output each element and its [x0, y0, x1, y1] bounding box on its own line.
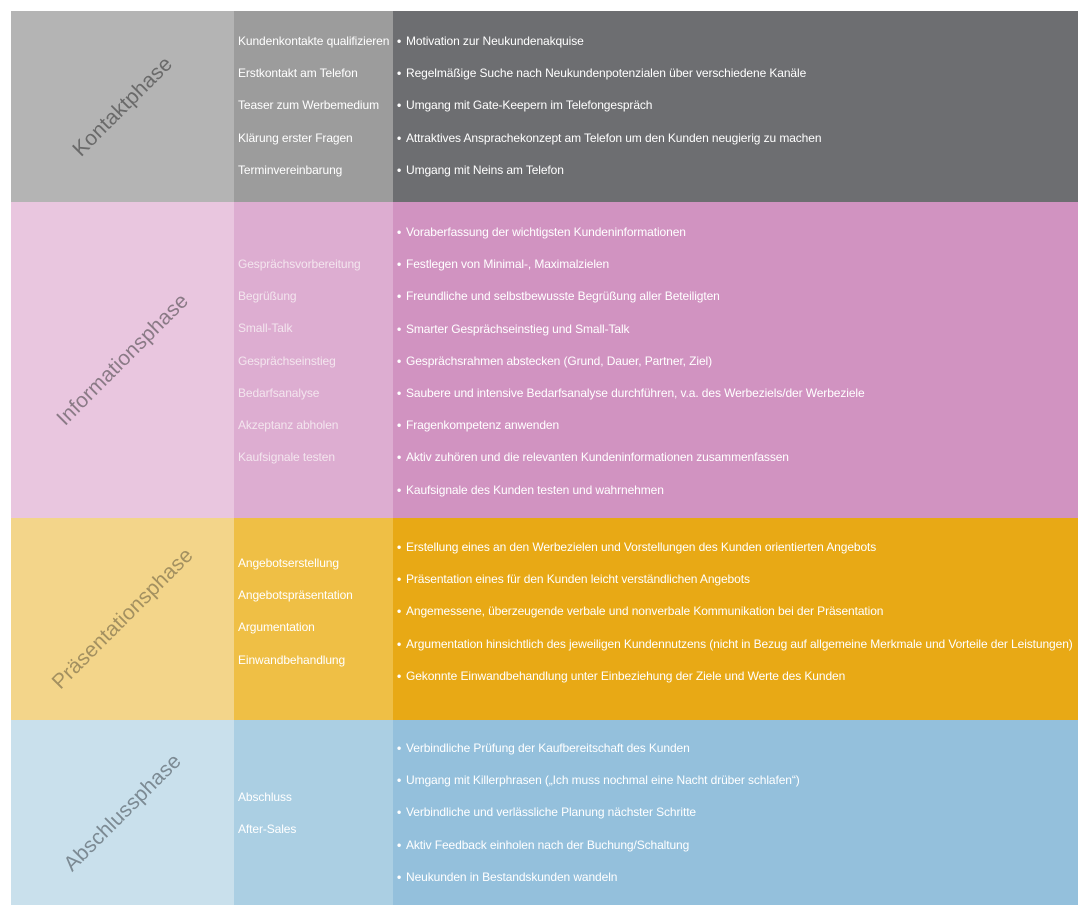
detail-item [397, 128, 1078, 160]
phase-name-cell [11, 202, 234, 518]
detail-text: Umgang mit Killerphrasen („Ich muss nochmal eine Nacht drüber schlafen“) [406, 773, 800, 788]
topic-item: Gesprächsvorbereitung [238, 257, 361, 271]
topic-item: Teaser zum Werbemedium [238, 98, 379, 113]
detail-text: Kaufsignale des Kunden testen und wahrnehmen [406, 482, 664, 497]
topic-item: Gesprächseinstieg [238, 353, 336, 368]
detail-text: Gekonnte Einwandbehandlung unter Einbeziehung der Ziele und Werte des Kunden [406, 668, 846, 683]
detail-item [397, 738, 1078, 770]
topics-cell [234, 11, 393, 202]
topics-cell [234, 202, 393, 518]
topic-list [238, 553, 393, 682]
detail-item [397, 537, 1078, 569]
topic-list [238, 31, 393, 192]
topic-item: Begrüßung [238, 289, 297, 304]
detail-item [397, 254, 1078, 286]
detail-text: Argumentation hinsichtlich des jeweiligen Kundennutzens (nicht in Bezug auf allgemeine Merkmale und Vorteile der Leistungen) [406, 636, 1073, 651]
detail-item [397, 569, 1078, 601]
detail-text: Attraktives Ansprachekonzept am Telefon um den Kunden neugierig zu machen [406, 130, 822, 145]
phase-row-presentation [11, 518, 1078, 720]
bullet-icon: • [397, 66, 402, 81]
detail-text: Aktiv zuhören und die relevanten Kundeninformationen zusammenfassen [406, 450, 789, 465]
bullet-icon: • [397, 805, 402, 820]
topic-list [238, 787, 393, 851]
detail-text: Saubere und intensive Bedarfsanalyse durchführen, v.a. des Werbeziels/der Werbeziele [406, 385, 865, 400]
detail-item [397, 222, 1078, 254]
bullet-icon: • [397, 162, 402, 177]
detail-text: Gesprächsrahmen abstecken (Grund, Dauer, Partner, Ziel) [406, 353, 712, 368]
detail-item [397, 802, 1078, 834]
detail-text: Neukunden in Bestandskunden wandeln [406, 869, 618, 884]
phase-name-cell [11, 518, 234, 720]
detail-text: Festlegen von Minimal-, Maximalzielen [406, 257, 610, 272]
detail-list [397, 738, 1078, 899]
detail-text: Präsentation eines für den Kunden leicht verständlichen Angebots [406, 572, 750, 587]
detail-item [397, 601, 1078, 633]
phase-row-information [11, 202, 1078, 518]
detail-item [397, 383, 1078, 415]
bullet-icon: • [397, 34, 402, 48]
topic-item: Abschluss [238, 790, 292, 804]
bullet-icon: • [397, 668, 402, 683]
detail-text: Voraberfassung der wichtigsten Kundeninformationen [406, 225, 686, 239]
detail-item [397, 63, 1078, 95]
detail-item [397, 634, 1078, 666]
detail-item [397, 319, 1078, 351]
phase-label: Informationsphase [51, 289, 193, 431]
detail-list [397, 537, 1078, 698]
topic-item: Akzeptanz abholen [238, 417, 339, 432]
detail-item [397, 286, 1078, 318]
topic-item: After-Sales [238, 822, 297, 837]
detail-item [397, 160, 1078, 192]
details-cell [393, 518, 1078, 720]
topic-item: Terminvereinbarung [238, 162, 343, 177]
bullet-icon: • [397, 869, 402, 884]
sales-phases-table [11, 11, 1078, 905]
topic-item: Erstkontakt am Telefon [238, 66, 358, 81]
phase-row-kontakt [11, 11, 1078, 202]
topic-item: Klärung erster Fragen [238, 130, 353, 145]
detail-list [397, 222, 1078, 512]
bullet-icon: • [397, 572, 402, 587]
detail-item [397, 867, 1078, 899]
topics-cell [234, 720, 393, 905]
bullet-icon: • [397, 98, 402, 113]
topic-item: Angebotserstellung [238, 556, 339, 570]
topic-item: Angebotspräsentation [238, 588, 353, 603]
detail-item [397, 835, 1078, 867]
detail-text: Smarter Gesprächseinstieg und Small-Talk [406, 321, 630, 336]
detail-item [397, 447, 1078, 479]
details-cell [393, 720, 1078, 905]
topic-item: Kundenkontakte qualifizieren [238, 34, 390, 48]
detail-text: Verbindliche Prüfung der Kaufbereitschaft des Kunden [406, 741, 690, 755]
bullet-icon: • [397, 418, 402, 433]
detail-text: Angemessene, überzeugende verbale und nonverbale Kommunikation bei der Präsentation [406, 604, 884, 619]
phase-row-closing [11, 720, 1078, 905]
detail-text: Regelmäßige Suche nach Neukundenpotenzialen über verschiedene Kanäle [406, 66, 807, 81]
bullet-icon: • [397, 540, 402, 554]
detail-text: Freundliche und selbstbewusste Begrüßung aller Beteiligten [406, 289, 720, 304]
detail-item [397, 31, 1078, 63]
topic-item: Kaufsignale testen [238, 450, 335, 465]
detail-item [397, 95, 1078, 127]
bullet-icon: • [397, 636, 402, 651]
bullet-icon: • [397, 289, 402, 304]
bullet-icon: • [397, 741, 402, 755]
phase-label: Präsentationsphase [47, 543, 198, 694]
topic-item: Einwandbehandlung [238, 652, 346, 667]
bullet-icon: • [397, 837, 402, 852]
detail-item [397, 480, 1078, 512]
detail-text: Fragenkompetenz anwenden [406, 418, 560, 433]
phase-label: Abschlussphase [58, 748, 186, 876]
detail-text: Verbindliche und verlässliche Planung nächster Schritte [406, 805, 697, 820]
topic-list [238, 254, 393, 479]
detail-text: Umgang mit Neins am Telefon [406, 162, 564, 177]
bullet-icon: • [397, 450, 402, 465]
phase-label: Kontaktphase [67, 51, 177, 161]
bullet-icon: • [397, 482, 402, 497]
topic-item: Bedarfsanalyse [238, 385, 320, 400]
detail-list [397, 31, 1078, 192]
bullet-icon: • [397, 385, 402, 400]
details-cell [393, 202, 1078, 518]
bullet-icon: • [397, 353, 402, 368]
detail-text: Motivation zur Neukundenakquise [406, 34, 584, 48]
bullet-icon: • [397, 773, 402, 788]
phase-name-cell [11, 11, 234, 202]
topic-item: Argumentation [238, 620, 315, 635]
bullet-icon: • [397, 257, 402, 272]
phase-name-cell [11, 720, 234, 905]
bullet-icon: • [397, 321, 402, 336]
bullet-icon: • [397, 604, 402, 619]
detail-text: Umgang mit Gate-Keepern im Telefongespräch [406, 98, 653, 113]
details-cell [393, 11, 1078, 202]
detail-item [397, 770, 1078, 802]
detail-item [397, 351, 1078, 383]
detail-text: Erstellung eines an den Werbezielen und Vorstellungen des Kunden orientierten Angebots [406, 540, 877, 554]
topic-item: Small-Talk [238, 321, 293, 336]
bullet-icon: • [397, 130, 402, 145]
detail-item [397, 415, 1078, 447]
bullet-icon: • [397, 225, 402, 239]
detail-text: Aktiv Feedback einholen nach der Buchung/Schaltung [406, 837, 690, 852]
topics-cell [234, 518, 393, 720]
detail-item [397, 666, 1078, 698]
